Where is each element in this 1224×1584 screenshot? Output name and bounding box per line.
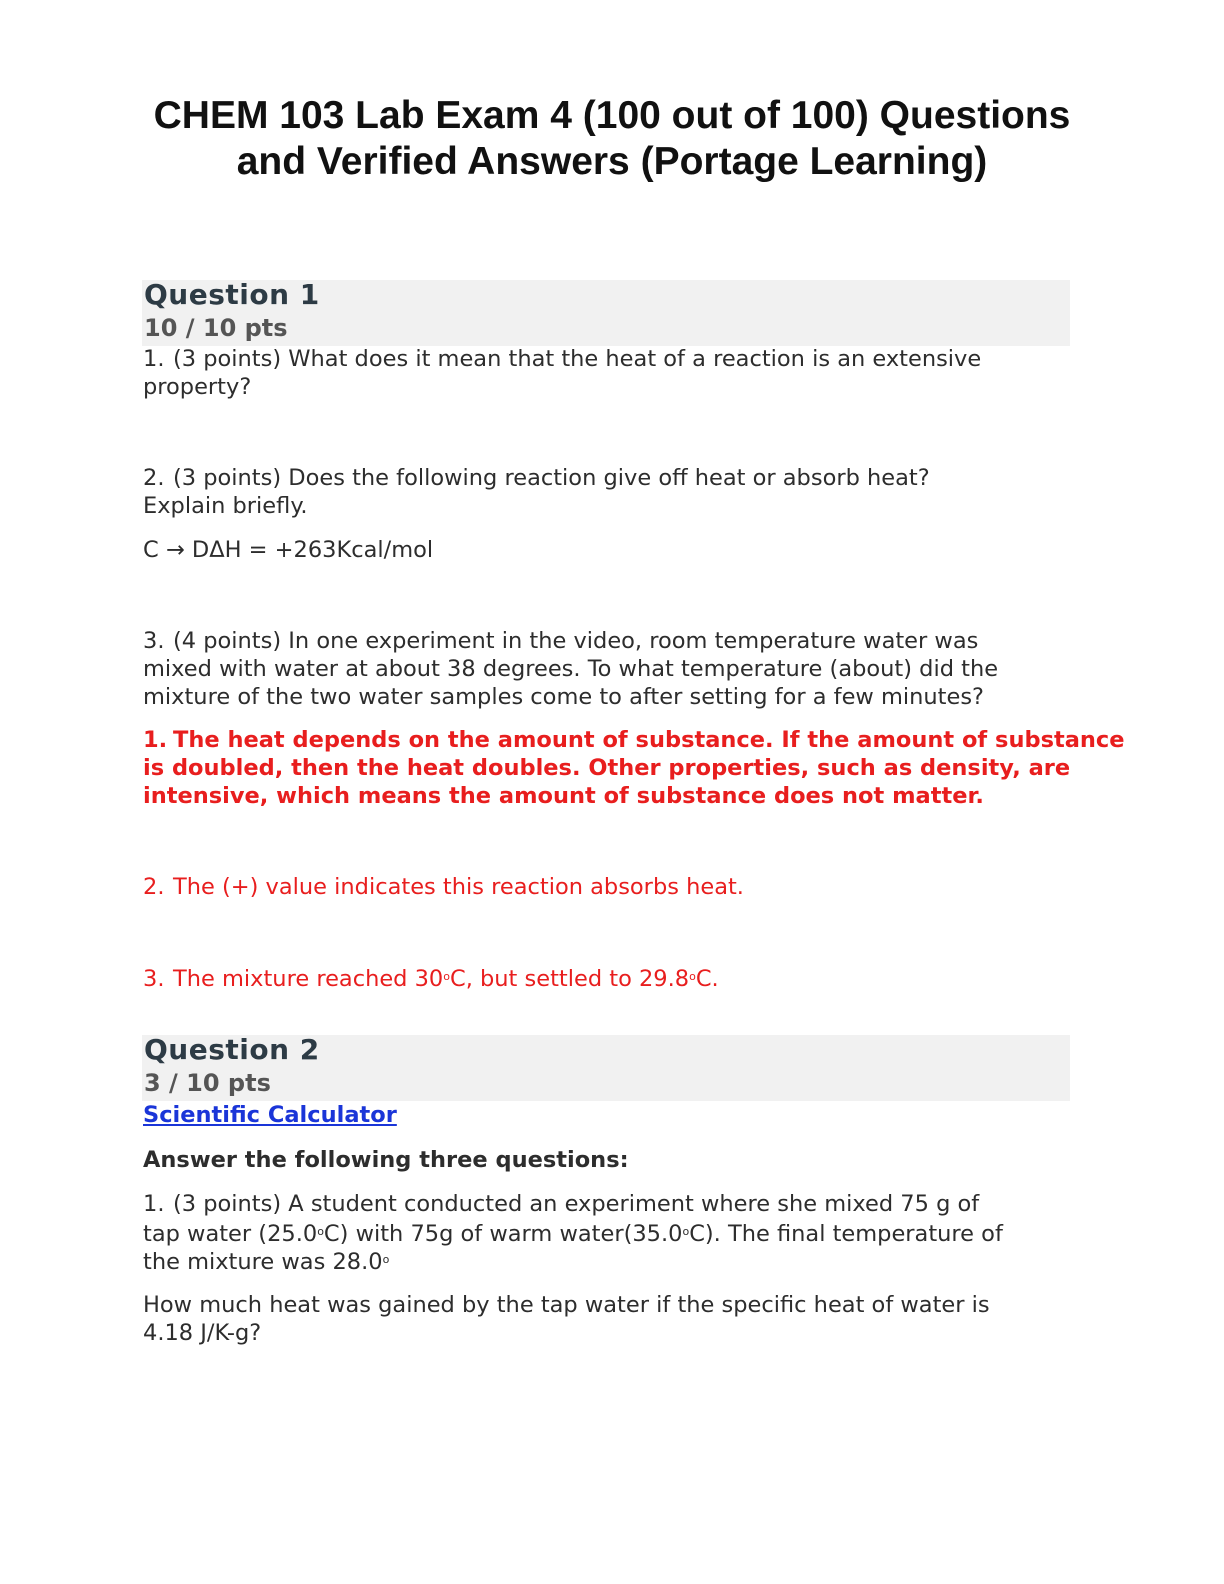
q1-equation: C → DΔH = +263Kcal/mol — [143, 537, 434, 563]
question-1-points: 10 / 10 pts — [144, 314, 288, 342]
q1-answer-1-line-3: intensive, which means the amount of substance does not matter. — [143, 783, 984, 809]
q1-item-3-line-3: mixture of the two water samples come to after setting for a few minutes? — [143, 684, 985, 710]
scientific-calculator-link-row — [143, 1101, 1073, 1129]
q1-answer-1-line-1: 1. The heat depends on the amount of substance. If the amount of substance — [143, 727, 1125, 753]
document-title — [100, 93, 1124, 185]
q2-item-1-line-1: 1. (3 points) A student conducted an experiment where she mixed 75 g of — [143, 1191, 980, 1217]
q1-item-2-line-2: Explain briefly. — [143, 493, 308, 519]
q1-item-3-line-2: mixed with water at about 38 degrees. To what temperature (about) did the — [143, 656, 999, 682]
q1-answer-2: 2. The (+) value indicates this reaction absorbs heat. — [143, 874, 744, 900]
q2-item-1-line-2: tap water (25.0$^o$C) with 75g of warm water(35.0$^o$C). The final temperature of — [143, 1221, 1003, 1247]
q1-item-2-line-1: 2. (3 points) Does the following reaction give off heat or absorb heat? — [143, 465, 930, 491]
q2-instruction: Answer the following three questions: — [143, 1147, 629, 1173]
question-1-header — [142, 280, 1070, 346]
scientific-calculator-link[interactable]: Scientific Calculator — [143, 1102, 397, 1128]
question-2-title: Question 2 — [144, 1033, 320, 1066]
q1-answer-3: 3. The mixture reached 30$^o$C, but settled to 29.8$^o$C. — [143, 966, 719, 992]
q2-question-line-1: How much heat was gained by the tap water if the specific heat of water is — [143, 1292, 990, 1318]
q1-answer-1-line-2: is doubled, then the heat doubles. Other properties, such as density, are — [143, 755, 1071, 781]
q1-item-3-line-1: 3. (4 points) In one experiment in the video, room temperature water was — [143, 628, 979, 654]
question-1-title: Question 1 — [144, 278, 320, 311]
q2-item-1-line-3: the mixture was 28.0$^o$ — [143, 1249, 390, 1275]
q1-item-1-line-2: property? — [143, 374, 252, 400]
question-2-points: 3 / 10 pts — [144, 1069, 271, 1097]
title-line-2: and Verified Answers (Portage Learning) — [236, 140, 988, 183]
title-line-1: CHEM 103 Lab Exam 4 (100 out of 100) Questions — [153, 94, 1071, 137]
question-2-header — [142, 1035, 1070, 1101]
q1-item-1-line-1: 1. (3 points) What does it mean that the heat of a reaction is an extensive — [143, 346, 982, 372]
q2-question-line-2: 4.18 J/K-g? — [143, 1320, 262, 1346]
